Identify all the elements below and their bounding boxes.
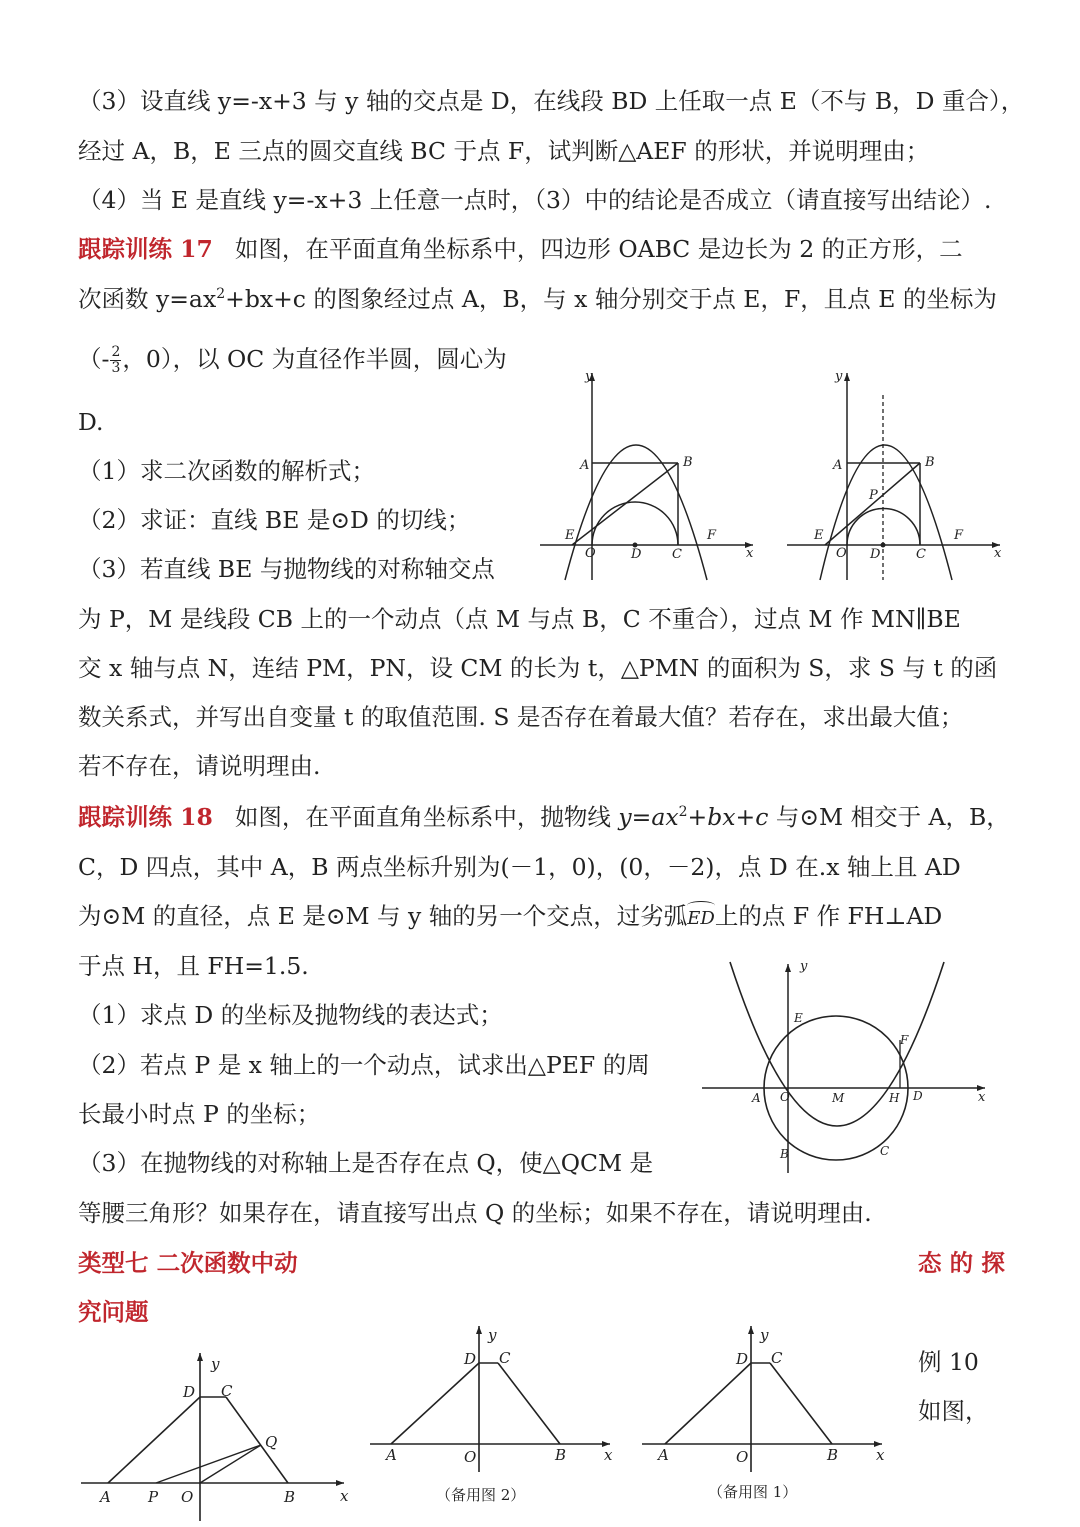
label-b: B [780, 1147, 789, 1161]
text: 如图，在平面直角坐标系中，抛物线 [234, 803, 619, 831]
label-y: y [488, 1326, 497, 1344]
example-10-label: 例 10 [918, 1348, 979, 1376]
denominator: 3 [111, 360, 121, 376]
label-a: A [580, 458, 590, 473]
label-x: x [340, 1487, 349, 1505]
label-p: P [869, 488, 878, 503]
label-f: F [900, 1033, 909, 1047]
label-b: B [555, 1446, 567, 1464]
label-x: x [978, 1090, 986, 1105]
text: +bx+c 的图象经过点 A，B，与 x 轴分别交于点 E，F，且点 E 的坐标为 [225, 285, 997, 313]
label-f: F [954, 528, 964, 543]
label-a: A [658, 1446, 669, 1464]
formula: +bx+c [687, 803, 769, 831]
label-q: Q [265, 1433, 278, 1451]
label-a: A [752, 1091, 761, 1105]
fraction [110, 345, 121, 376]
figure-18 [700, 960, 995, 1175]
label-c: C [221, 1382, 233, 1400]
label-c: C [499, 1349, 511, 1367]
label-o: O [464, 1448, 477, 1466]
label-c: C [916, 547, 926, 562]
arc-symbol: ED [687, 904, 715, 934]
label-c: C [672, 547, 682, 562]
text: 上的点 F 作 FH⊥AD [714, 902, 943, 930]
label-x: x [994, 546, 1002, 561]
text-line: D. [78, 408, 104, 436]
text-line: 若不存在，请说明理由. [78, 752, 321, 780]
label-e: E [565, 528, 575, 543]
label-y: y [760, 1326, 769, 1344]
exercise-18-heading-line [78, 802, 1010, 832]
label-a: A [833, 458, 843, 473]
text-line: 经过 A，B，E 三点的圆交直线 BC 于点 F，试判断△AEF 的形状，并说明理由； [78, 137, 930, 165]
label-a: A [100, 1488, 111, 1506]
figure-spare-2 [368, 1322, 618, 1512]
text-line: 数关系式，并写出自变量 t 的取值范围. S 是否存在着最大值？若存在，求出最大值； [78, 703, 964, 731]
label-d: D [736, 1350, 749, 1368]
exercise-18-tag: 跟踪训练 18 [78, 803, 213, 831]
label-d: D [631, 547, 642, 562]
figure-type7-main [78, 1345, 350, 1523]
question-2: （2）若点 P 是 x 轴上的一个动点，试求出△PEF 的周 [78, 1051, 650, 1079]
superscript: 2 [678, 804, 688, 821]
question-3: （3）若直线 BE 与抛物线的对称轴交点 [78, 555, 495, 583]
label-o: O [736, 1448, 749, 1466]
label-b: B [683, 455, 693, 470]
figure-17-right [782, 365, 1007, 583]
text-line: 长最小时点 P 的坐标； [78, 1100, 321, 1128]
label-c: C [880, 1144, 890, 1158]
label-o: O [585, 546, 596, 561]
caption-spare-2: （备用图 2） [436, 1486, 526, 1504]
figure-17-left [535, 365, 760, 583]
text-line [78, 901, 942, 934]
label-f: F [707, 528, 717, 543]
label-x: x [746, 546, 754, 561]
text-line: （4）当 E 是直线 y=-x+3 上任意一点时，（3）中的结论是否成立（请直接写出结论）. [78, 186, 992, 214]
formula: y=ax [618, 803, 679, 831]
section-heading-right: 态 的 探 [918, 1249, 1005, 1277]
label-h: H [889, 1091, 900, 1105]
label-e: E [814, 528, 824, 543]
section-heading: 类型七 二次函数中动 [78, 1249, 298, 1277]
label-x: x [604, 1446, 613, 1464]
question-2: （2）求证：直线 BE 是⊙D 的切线； [78, 506, 471, 534]
text-line: 等腰三角形？如果存在，请直接写出点 Q 的坐标；如果不存在，请说明理由. [78, 1199, 872, 1227]
text: （- [78, 345, 110, 373]
question-1: （1）求二次函数的解析式； [78, 457, 375, 485]
text-line [78, 284, 997, 314]
label-x: x [876, 1446, 885, 1464]
text: 为⊙M 的直径，点 E 是⊙M 与 y 轴的另一个交点，过劣弧 [78, 902, 688, 930]
label-d: D [913, 1089, 923, 1103]
text: 与⊙M 相交于 A，B， [768, 803, 1010, 831]
text-line: C，D 四点，其中 A，B 两点坐标升别为(－1，0)，(0，－2)，点 D 在.x 轴上且 AD [78, 853, 961, 881]
text-line: 为 P，M 是线段 CB 上的一个动点（点 M 与点 B，C 不重合），过点 M 作 MN∥BE [78, 605, 961, 633]
label-p: P [148, 1488, 159, 1506]
label-o: O [780, 1090, 790, 1104]
label-b: B [925, 455, 935, 470]
exercise-17-heading-line [78, 234, 963, 264]
caption-spare-1: （备用图 1） [708, 1483, 798, 1501]
section-heading-cont: 究问题 [78, 1298, 149, 1326]
question-3: （3）在抛物线的对称轴上是否存在点 Q，使△QCM 是 [78, 1149, 654, 1177]
text-line: 于点 H，且 FH=1.5. [78, 952, 309, 980]
superscript: 2 [216, 286, 226, 303]
label-y: y [800, 960, 808, 974]
label-y: y [585, 369, 593, 384]
text: ，0），以 OC 为直径作半圆，圆心为 [122, 345, 507, 373]
numerator: 2 [111, 344, 121, 360]
label-d: D [870, 547, 881, 562]
text-line: 交 x 轴与点 N，连结 PM，PN，设 CM 的长为 t，△PMN 的面积为 S，求 S 与 t 的函 [78, 654, 998, 682]
text-line [78, 344, 507, 376]
label-o: O [181, 1488, 194, 1506]
figure-spare-1 [640, 1322, 890, 1512]
exercise-17-tag: 跟踪训练 17 [78, 235, 213, 263]
label-b: B [284, 1488, 296, 1506]
text: 如图，在平面直角坐标系中，四边形 OABC 是边长为 2 的正方形，二 [234, 235, 963, 263]
label-a: A [386, 1446, 397, 1464]
text: 次函数 y=ax [78, 285, 217, 313]
label-y: y [835, 369, 843, 384]
label-o: O [836, 546, 847, 561]
label-d: D [183, 1383, 196, 1401]
text-line: （3）设直线 y=-x+3 与 y 轴的交点是 D，在线段 BD 上任取一点 E（不与 B，D 重合）， [78, 87, 1025, 115]
label-c: C [771, 1349, 783, 1367]
question-1: （1）求点 D 的坐标及抛物线的表达式； [78, 1001, 503, 1029]
label-e: E [794, 1011, 803, 1025]
example-10-text: 如图， [918, 1397, 989, 1425]
label-d: D [464, 1350, 477, 1368]
label-b: B [827, 1446, 839, 1464]
label-m: M [832, 1091, 845, 1105]
label-y: y [211, 1355, 220, 1373]
